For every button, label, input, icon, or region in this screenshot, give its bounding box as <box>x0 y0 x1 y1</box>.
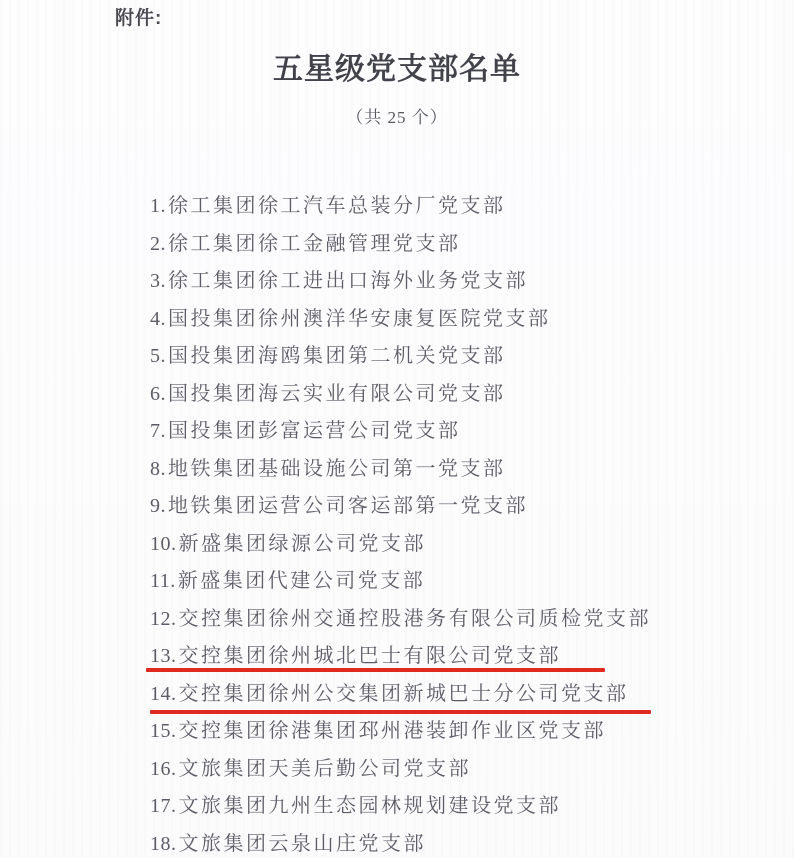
list-item <box>150 226 651 264</box>
red-underline-1 <box>146 668 605 672</box>
item-number: 12. <box>150 607 177 630</box>
item-text: 国投集团彭富运营公司党支部 <box>168 420 461 442</box>
item-number: 17. <box>150 795 177 817</box>
item-number: 10. <box>150 532 177 555</box>
list-item <box>150 263 651 301</box>
item-number: 1. <box>150 195 166 217</box>
list-item <box>150 338 651 376</box>
red-underline-2 <box>150 710 651 714</box>
item-text: 交控集团徐州城北巴士有限公司党支部 <box>178 645 561 667</box>
item-number: 2. <box>150 232 166 255</box>
item-text: 文旅集团天美后勤公司党支部 <box>178 757 471 780</box>
item-text: 地铁集团运营公司客运部第一党支部 <box>168 495 528 517</box>
list-item <box>150 526 651 564</box>
item-number: 16. <box>150 757 177 780</box>
item-text: 交控集团徐港集团邳州港装卸作业区党支部 <box>178 720 606 742</box>
item-text: 地铁集团基础设施公司第一党支部 <box>168 457 506 480</box>
item-text: 徐工集团徐工进出口海外业务党支部 <box>168 270 528 292</box>
item-number: 6. <box>150 382 166 405</box>
item-text: 新盛集团代建公司党支部 <box>177 570 426 592</box>
item-number: 4. <box>150 307 166 330</box>
item-number: 13. <box>150 645 177 667</box>
list-item <box>150 601 651 639</box>
branch-list <box>150 188 651 858</box>
item-number: 15. <box>150 720 177 742</box>
item-text: 交控集团徐州公交集团新城巴士分公司党支部 <box>178 682 629 705</box>
list-item <box>150 788 651 826</box>
item-number: 18. <box>150 832 177 855</box>
item-text: 国投集团海云实业有限公司党支部 <box>168 382 506 405</box>
item-number: 7. <box>150 420 166 442</box>
list-item <box>150 188 651 226</box>
list-item <box>150 376 651 414</box>
item-text: 文旅集团九州生态园林规划建设党支部 <box>178 795 561 817</box>
item-text: 国投集团徐州澳洋华安康复医院党支部 <box>168 307 551 330</box>
item-text: 徐工集团徐工汽车总装分厂党支部 <box>168 195 506 217</box>
list-item <box>150 413 651 451</box>
item-number: 14. <box>150 682 177 705</box>
list-item <box>150 488 651 526</box>
list-item <box>150 563 651 601</box>
item-number: 3. <box>150 270 166 292</box>
item-number: 5. <box>150 345 166 367</box>
item-number: 8. <box>150 457 166 480</box>
list-item <box>150 826 651 858</box>
list-item <box>150 451 651 489</box>
list-item <box>150 301 651 339</box>
page-title: 五星级党支部名单 <box>273 53 521 86</box>
item-text: 文旅集团云泉山庄党支部 <box>178 832 426 855</box>
item-text: 国投集团海鸥集团第二机关党支部 <box>168 345 506 367</box>
item-text: 徐工集团徐工金融管理党支部 <box>168 232 461 255</box>
list-item <box>150 713 651 751</box>
item-text: 新盛集团绿源公司党支部 <box>178 532 426 555</box>
list-item <box>150 676 651 714</box>
total-count-note: （共 25 个） <box>346 108 448 127</box>
item-number: 11. <box>150 570 176 592</box>
item-text: 交控集团徐州交通控股港务有限公司质检党支部 <box>178 607 651 630</box>
item-number: 9. <box>150 495 166 517</box>
attachment-label: 附件: <box>115 8 163 29</box>
list-item <box>150 751 651 789</box>
